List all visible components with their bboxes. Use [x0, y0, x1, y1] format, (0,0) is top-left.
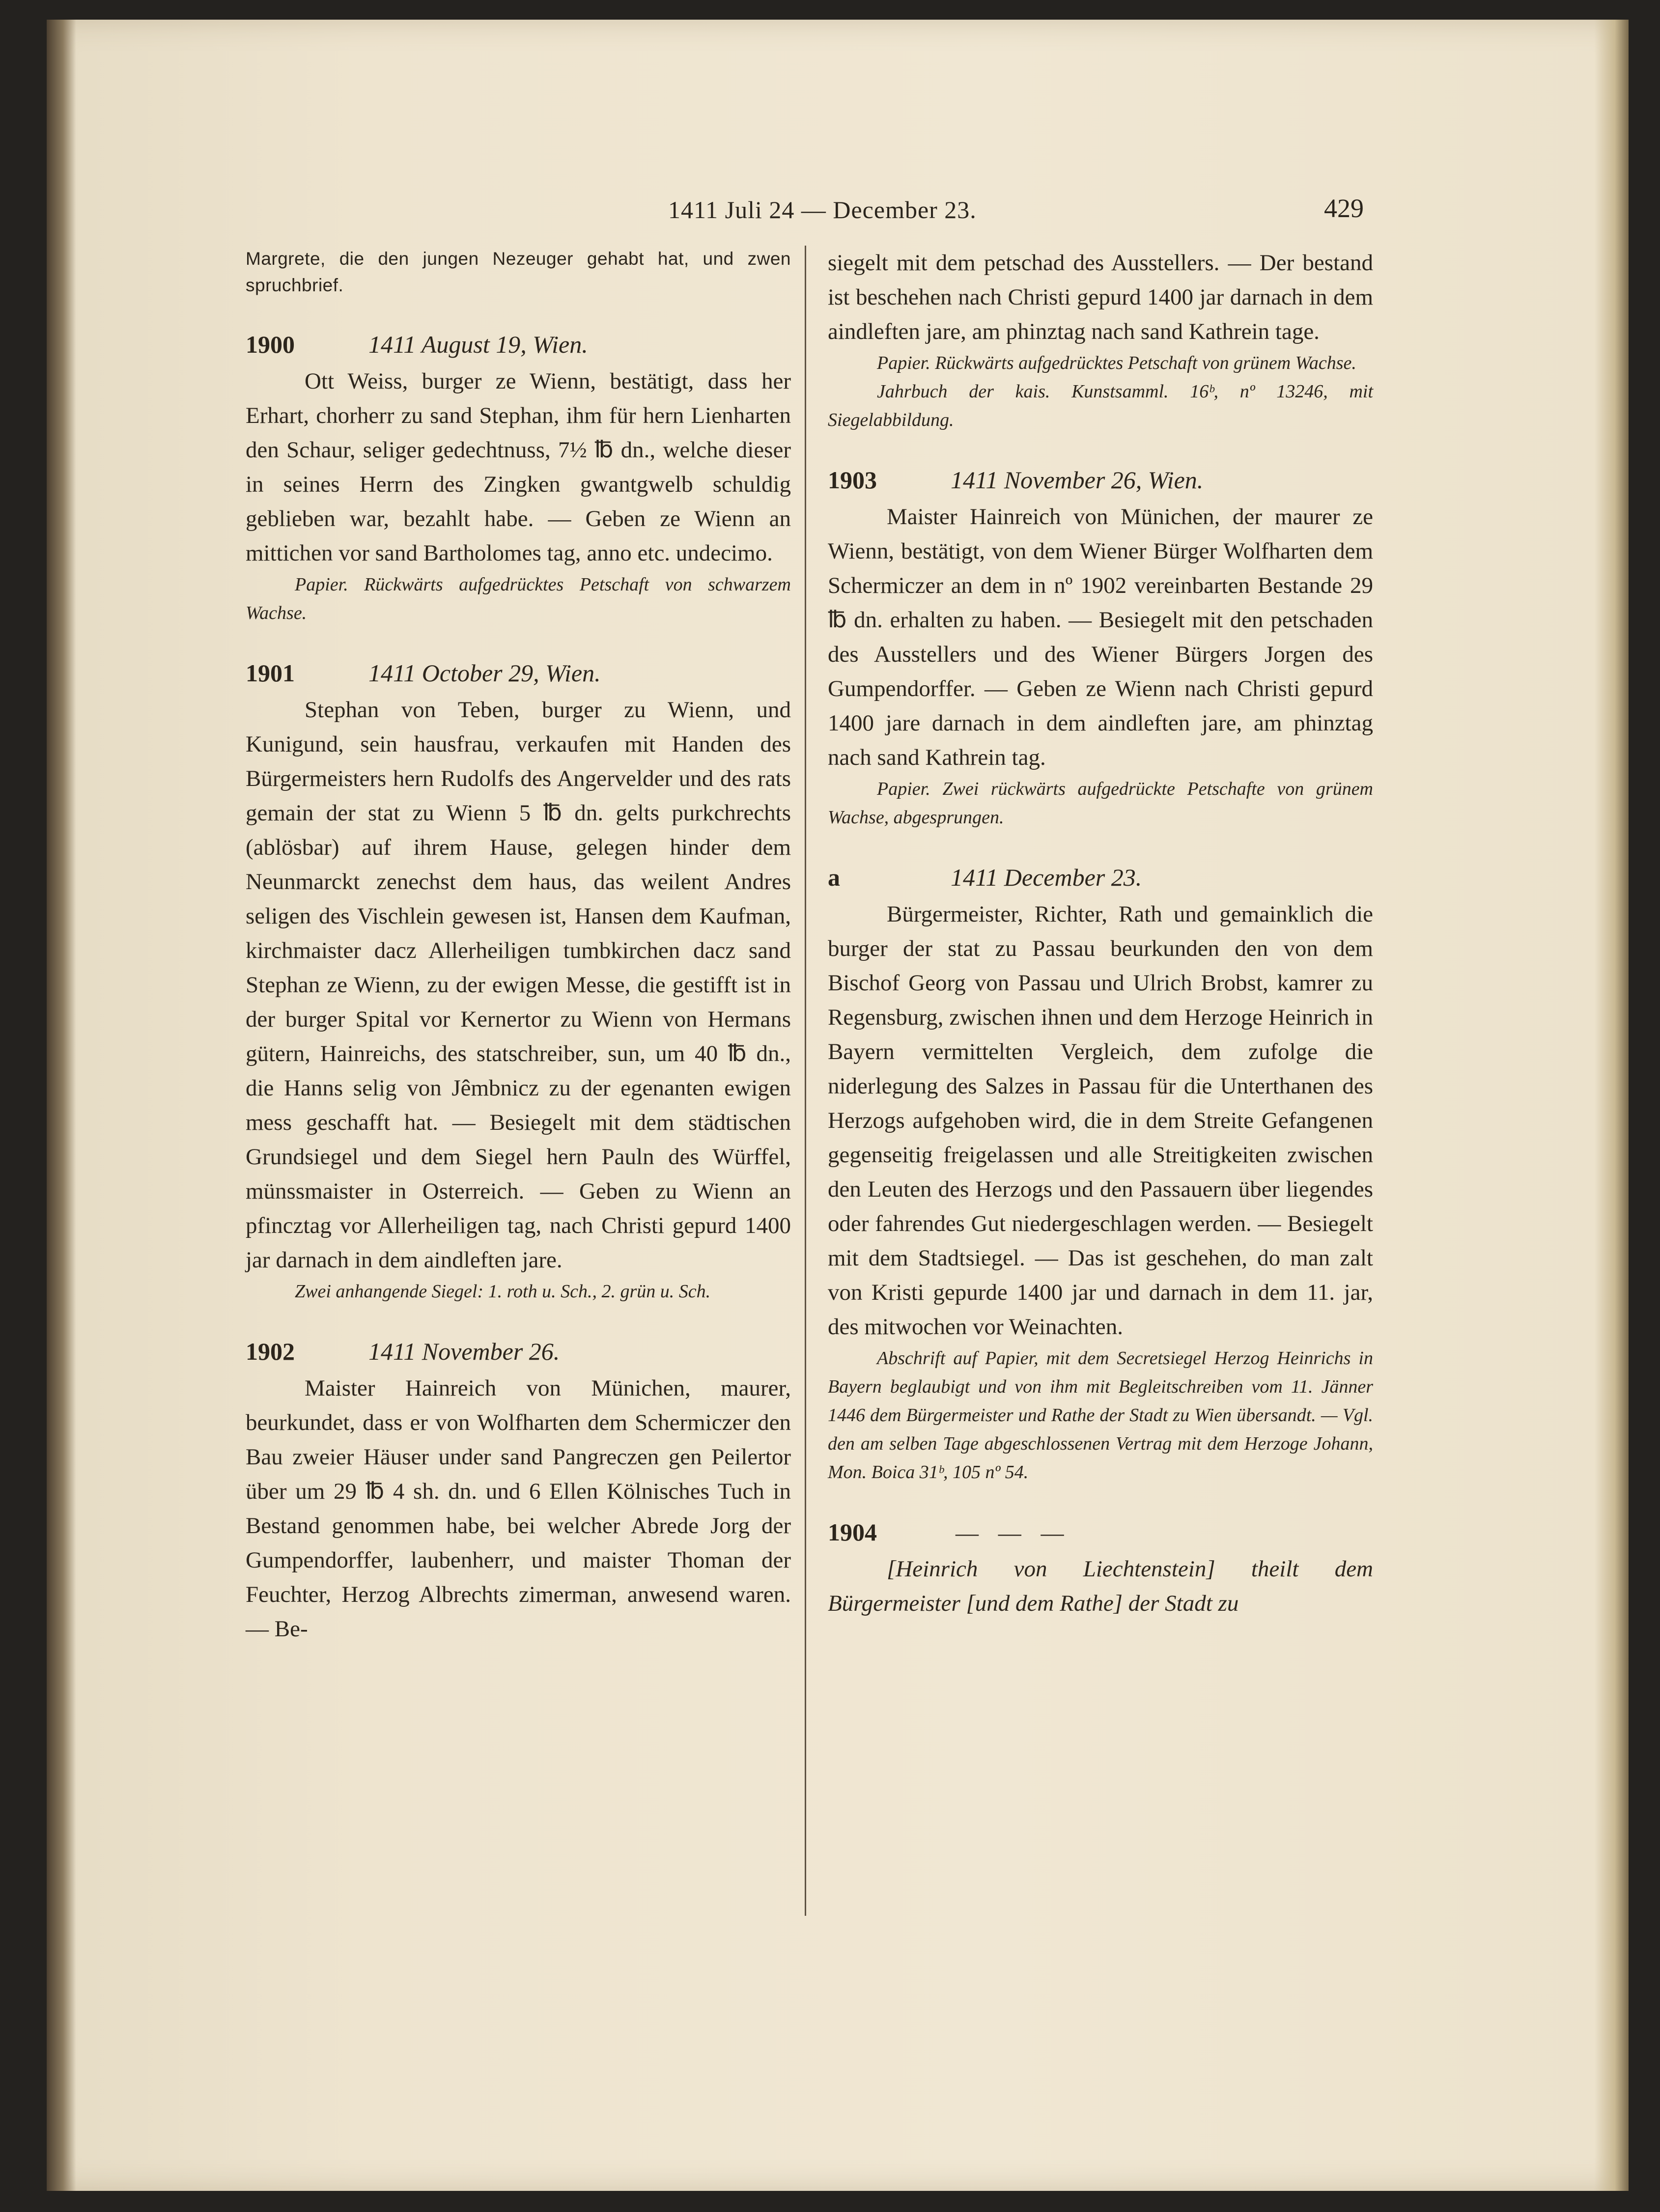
entry-1902-text: Maister Hainreich von Münichen, maurer, beurkundet, dass er von Wolfharten dem Schermiczer den Bau zweier Häuser under sand Pangreczen gen Peilertor über um 29 ℔ 4 sh. dn. und 6 Ellen Kölnisches Tuch in Bestand genommen habe, bei welcher Abrede Jorg der Gumpendorffer, laubenherr, und maister Thoman der Feuchter, Herzog Albrechts zimerman, anwesend waren. — Be-: [246, 1375, 791, 1642]
entry-number: 1904: [828, 1518, 877, 1546]
running-title: 1411 Juli 24 — December 23.: [668, 196, 977, 224]
entry-1900-note: Papier. Rückwärts aufgedrücktes Petschaft von schwarzem Wachse.: [246, 574, 791, 623]
entry-1903-heading: [828, 461, 1373, 500]
entry-1901-note: Zwei anhangende Siegel: 1. roth u. Sch., 2. grün u. Sch.: [295, 1281, 711, 1302]
entry-1903-note: Papier. Zwei rückwärts aufgedrückte Petschafte von grünem Wachse, abgesprungen.: [828, 779, 1373, 828]
entry-1900-heading: [246, 326, 791, 364]
entry-1904-text: [Heinrich von Liechtenstein] theilt dem Bürgermeister [und dem Rathe] der Stadt zu: [828, 1556, 1373, 1616]
entry-number: 1903: [828, 466, 877, 494]
entry-number: 1902: [246, 1338, 295, 1365]
page-edge: [1594, 20, 1629, 2191]
entry-date: 1411 November 26, Wien.: [951, 466, 1204, 494]
entry-date: — — —: [956, 1520, 1071, 1546]
page-number: 429: [1324, 194, 1364, 223]
carryover-note-2: Jahrbuch der kais. Kunstsamml. 16ᵇ, nº 13246, mit Siegelabbildung.: [828, 381, 1373, 430]
entry-a-note: Abschrift auf Papier, mit dem Secretsiegel Herzog Heinrichs in Bayern beglaubigt und von ihm mit Begleitschreiben vom 11. Jänner 1446 dem Bürgermeister und Rathe der Stadt zu Wien übersandt. — Vgl. den am selben Tage abgeschlossenen Vertrag mit dem Herzoge Johann, Mon. Boica 31ᵇ, 105 nº 54.: [828, 1348, 1373, 1483]
left-column: [246, 246, 791, 1646]
carryover-note-1: Papier. Rückwärts aufgedrücktes Petschaft von grünem Wachse.: [877, 353, 1356, 373]
entry-1900-text: Ott Weiss, burger ze Wienn, bestätigt, dass her Erhart, chorherr zu sand Stephan, ihm für hern Lienharten den Schaur, seliger gedechtnuss, 7½ ℔ dn., welche dieser in seines Herrn des Zingken gwantgwelb schuldig geblieben war, bezahlt habe. — Geben ze Wienn an mittichen vor sand Bartholomes tag, anno etc. undecimo.: [246, 368, 791, 566]
entry-1903-text: Maister Hainreich von Münichen, der maurer ze Wienn, bestätigt, von dem Wiener Bürger Wolfharten dem Schermiczer an dem in nº 1902 vereinbarten Bestande 29 ℔ dn. erhalten zu haben. — Besiegelt mit den petschaden des Ausstellers und des Wiener Bürgers Jorgen des Gumpendorffer. — Geben ze Wienn nach Christi gepurd 1400 jare darnach in dem aindleften jare, am phinztag nach sand Kathrein tag.: [828, 504, 1373, 770]
entry-number: 1901: [246, 659, 295, 687]
right-column: [828, 246, 1373, 1621]
entry-1902-heading: [246, 1333, 791, 1371]
entry-1901-text: Stephan von Teben, burger zu Wienn, und Kunigund, sein hausfrau, verkaufen mit Handen des Bürgermeisters hern Rudolfs des Angervelder und des rats gemain der stat zu Wienn 5 ℔ dn. gelts purkchrechts (ablösbar) auf ihrem Hause, gelegen hinder dem Neunmarckt zenechst dem haus, das weilent Andres seligen des Vischlein gewesen ist, Hansen dem Kaufman, kirchmaister dacz Allerheiligen tumbkirchen dacz sand Stephan ze Wienn, zu der ewigen Messe, die gestifft ist in der burger Spital vor Kernertor zu Wienn von Hermans gütern, Hainreichs, des statschreiber, sun, um 40 ℔ dn., die Hanns selig von Jêmbnicz zu der egenanten ewigen mess geschafft hat. — Besiegelt mit dem städtischen Grundsiegel und dem Siegel hern Pauln des Würffel, münssmaister in Osterreich. — Geben zu Wienn an pfincztag vor Allerheiligen tag, nach Christi gepurd 1400 jar darnach in dem aindleften jare.: [246, 697, 791, 1273]
entry-a-heading: [828, 859, 1373, 897]
entry-number: a: [828, 864, 840, 891]
entry-date: 1411 December 23.: [951, 864, 1142, 891]
entry-a-text: Bürgermeister, Richter, Rath und gemainklich die burger der stat zu Passau beurkunden den von dem Bischof Georg von Passau und Ulrich Brobst, kamrer zu Regensburg, zwischen ihnen und dem Herzoge Heinrich in Bayern vermittelten Vergleich, dem zufolge die niderlegung des Salzes in Passau für die Unterthanen des Herzogs aufgehoben wird, die in dem Streite Gefangenen gegenseitig freigelassen und alle Streitigkeiten zwischen den Leuten des Herzogs und den Passauern über liegendes oder fahrendes Gut niedergeschlagen werden. — Besiegelt mit dem Stadtsiegel. — Das ist geschehen, do man zalt von Kristi gepurde 1400 jar und darnach in dem 11. jar, des mitwochen vor Weinachten.: [828, 901, 1373, 1340]
entry-1901-heading: [246, 654, 791, 693]
book-binding: [47, 20, 76, 2191]
carryover-text-left: Margrete, die den jungen Nezeuger gehabt hat, und zwen spruchbrief.: [246, 249, 791, 295]
carryover-text-right: siegelt mit dem petschad des Ausstellers. — Der bestand ist beschehen nach Christi gepurd 1400 jar darnach in dem aindleften jare, am phinztag nach sand Kathrein tage.: [828, 250, 1373, 344]
entry-1904-heading: [828, 1513, 1373, 1552]
entry-number: 1900: [246, 331, 295, 358]
column-rule: [805, 246, 806, 1916]
entry-date: 1411 August 19, Wien.: [368, 331, 588, 358]
entry-date: 1411 November 26.: [368, 1338, 560, 1365]
entry-date: 1411 October 29, Wien.: [368, 659, 601, 687]
